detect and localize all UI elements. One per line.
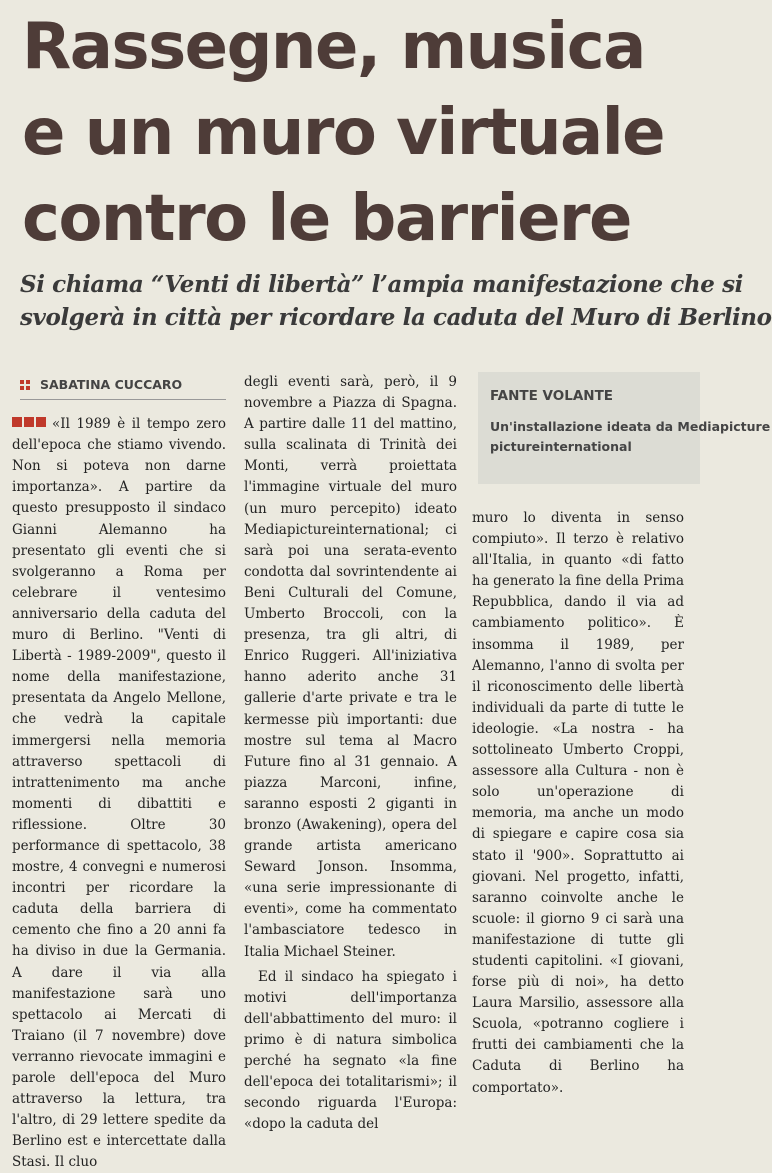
subheadline-line-1: Si chiama “Venti di libertà” l’ampia manifestazione che si [20,271,743,298]
headline-line-2: e un muro virtuale [22,96,665,170]
sidebar-text-line-1: Un'installazione ideata da Mediapicture [490,419,771,434]
article-paragraph: degli eventi sarà, però, il 9 novembre a Piazza di Spagna. A partire dalle 11 del mattino, sulla scalinata di Trinità dei Monti, verrà proiettata l'immagine virtuale del muro (un muro percepito) ideato Mediapictureinternational; ci sarà poi una serata-evento condotta dal sovrintendente ai Beni Culturali del Comune, Umberto Broccoli, con la presenza, tra gli altri, di Enrico Ruggeri. All'iniziativa hanno aderito anche 31 gallerie d'arte private e tra le kermesse più importanti: due mostre sul tema al Macro Future fino al 31 gennaio. A piazza Marconi, infine, saranno esposti 2 giganti in bronzo (Awakening), opera del grande artista americano Seward Jonson. Insomma, «una serie impressionante di eventi», come ha commentato l'ambasciatore tedesco in Italia Michael Steiner. [244,374,457,960]
article-column-2 [244,372,457,1135]
article-paragraph [12,414,226,1173]
headline [22,4,692,262]
column-1-text: «Il 1989 è il tempo zero dell'epoca che stiamo vivendo. Non si poteva non darne importanza». A partire da questo presupposto il sindaco Gianni Alemanno ha presentato gli eventi che si svolgeranno a Roma per celebrare il ventesimo anniversario della caduta del muro di Berlino. "Venti di Libertà - 1989-2009", questo il nome della manifestazione, presentata da Angelo Mellone, che vedrà la capitale immergersi nella memoria attraverso spettacoli di intrattenimento ma anche momenti di dibattiti e riflessione. Oltre 30 performance di spettacolo, 38 mostre, 4 convegni e numerosi incontri per ricordare la caduta della barriera di cemento che fino a 20 anni fa ha diviso in due la Germania. A dare il via alla manifestazione sarà uno spettacolo ai Mercati di Traiano (il 7 novembre) dove verranno rievocate immagini e parole dell'epoca del Muro attraverso la lettura, tra l'altro, di 29 lettere spedite da Berlino est e intercettate dalla Stasi. Il cluo [12,416,226,1171]
article-column-3 [472,508,684,1099]
author-name: SABATINA CUCCARO [40,377,183,392]
sidebar-title: FANTE VOLANTE [490,388,614,404]
sidebar-box [478,372,771,484]
sidebar-text-line-2: pictureinternational [490,439,632,454]
article-paragraph: muro lo diventa in senso compiuto». Il terzo è relativo all'Italia, in quanto «di fatto ha generato la fine della Prima Repubblica, dando il via ad cambiamento politico». È insomma il 1989, per Alemanno, l'anno di svolta per il riconoscimento delle libertà individuali da parte di tutte le ideologie. «La nostra - ha sottolineato Umberto Croppi, assessore alla Cultura - non è solo un'operazione di memoria, ma anche un modo di spiegare e capire cosa sia stato il '900». Soprattutto ai giovani. Nel progetto, infatti, saranno coinvolte anche le scuole: il giorno 9 ci sarà una manifestazione di tutte gli studenti capitolini. «I giovani, forse più di noi», ha detto Laura Marsilio, assessore alla Scuola, «potranno cogliere i frutti dei cambiamenti che la Caduta di Berlino ha comportato». [472,510,684,1096]
headline-line-1: Rassegne, musica [22,10,645,84]
article-column-1 [12,372,226,1173]
lead-squares-icon [12,417,48,427]
sidebar-text [490,417,771,457]
byline-grid-icon [20,380,32,390]
subheadline-line-2: svolgerà in città per ricordare la caduta del Muro di Berlino [20,304,772,331]
headline-line-3: contro le barriere [22,182,631,256]
subheadline [20,268,772,334]
article-paragraph: Ed il sindaco ha spiegato i motivi dell'importanza dell'abbattimento del muro: il primo è di natura simbolica perché ha segnato «la fine dell'epoca dei totalitarismi»; il secondo riguarda l'Europa: «dopo la caduta del [244,968,457,1133]
byline [20,372,226,400]
